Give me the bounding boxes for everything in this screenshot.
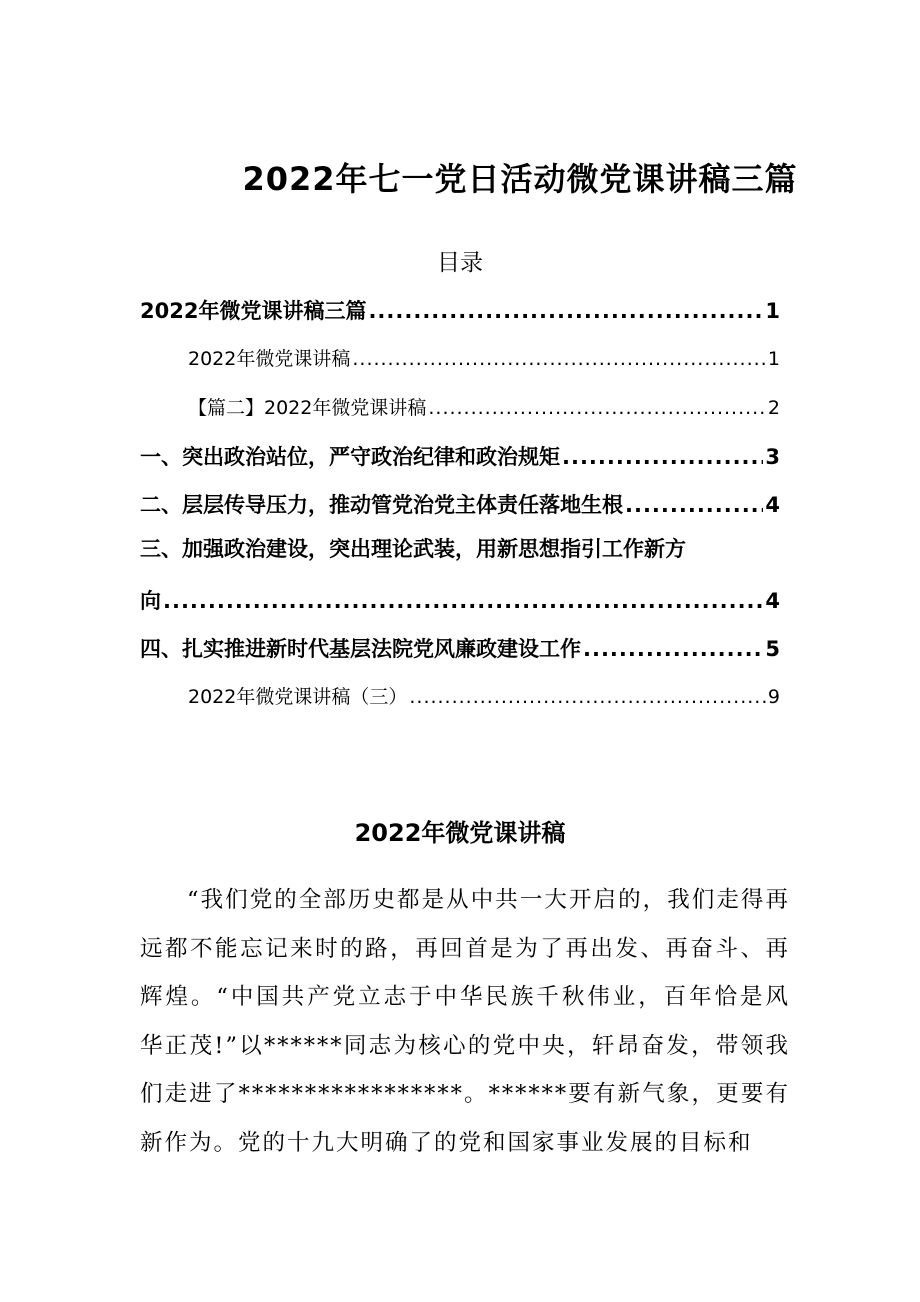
toc-entry[interactable] (140, 389, 780, 423)
toc-entry-page: 3 (765, 445, 780, 469)
toc-entry-text: 2022年微党课讲稿（三） (188, 686, 408, 708)
toc-leader-dots (163, 586, 763, 616)
toc-entry-text: 2022年微党课讲稿三篇 (140, 299, 367, 323)
toc-leader-dots (625, 490, 763, 520)
toc-entry-text: 2022年微党课讲稿 (188, 348, 351, 370)
toc-leader-dots (428, 393, 766, 423)
toc-entry[interactable] (140, 438, 780, 472)
toc-heading: 目录 (437, 250, 483, 276)
toc-leader-dots (583, 634, 763, 664)
toc-entry-text: 三、加强政治建设，突出理论武装，用新思想指引工作新方 (140, 537, 686, 561)
toc-entry[interactable] (140, 630, 780, 664)
toc-entry-page: 4 (765, 589, 780, 613)
toc-entry-text: 二、层层传导压力，推动管党治党主体责任落地生根 (140, 493, 623, 517)
toc-entry-text-cont: 向 (140, 589, 161, 613)
toc-entry-text: 一、突出政治站位，严守政治纪律和政治规矩 (140, 445, 560, 469)
toc-entry-page: 1 (767, 348, 780, 370)
toc-entry[interactable] (140, 582, 780, 616)
toc-entry-text: 【篇二】2022年微党课讲稿 (188, 397, 427, 419)
body-paragraph: “我们党的全部历史都是从中共一大开启的，我们走得再远都不能忘记来时的路，再回首是为了再出发、再奋斗、再辉煌。“中国共产党立志于中华民族千秋伟业，百年恰是风华正茂!”以******同志为核心的党中央，轩昂奋发，带领我们走进了*****************。******要有新气象，更要有新作为。党的十九大明确了的党和国家事业发展的目标和 (140, 887, 790, 1156)
toc-entry-page: 9 (767, 686, 780, 708)
toc-leader-dots (562, 442, 763, 472)
toc-leader-dots (352, 344, 766, 374)
toc-entry-page: 5 (765, 637, 780, 661)
toc-entry[interactable] (140, 486, 780, 520)
toc-entry[interactable] (140, 340, 780, 374)
toc-leader-dots (409, 682, 766, 712)
toc-entry-page: 2 (767, 397, 780, 419)
toc-entry-wrapped-line[interactable] (140, 534, 780, 564)
toc-entry-page: 4 (765, 493, 780, 517)
toc-entry-page: 1 (765, 299, 780, 323)
toc-leader-dots (368, 296, 763, 326)
toc-entry[interactable] (140, 678, 780, 712)
toc-entry-text: 四、扎实推进新时代基层法院党风廉政建设工作 (140, 637, 581, 661)
toc-entry[interactable] (140, 292, 780, 326)
section-title: 2022年微党课讲稿 (354, 819, 566, 847)
page-title: 2022年七一党日活动微党课讲稿三篇 (242, 160, 798, 198)
